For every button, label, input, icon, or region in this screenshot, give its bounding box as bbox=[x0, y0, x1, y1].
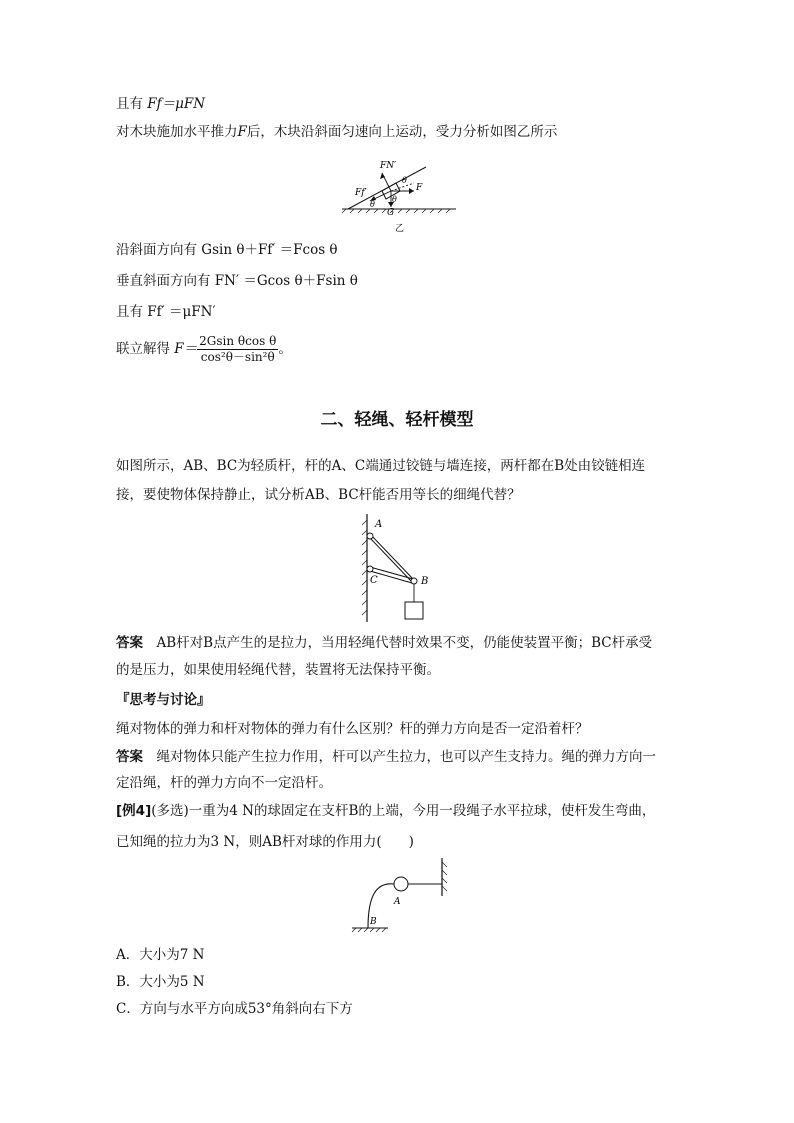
label-Ff: Ff′ bbox=[355, 188, 367, 198]
figure-caption: 乙 bbox=[395, 224, 405, 234]
label-theta-3: θ bbox=[392, 195, 397, 204]
equation-friction-2 bbox=[116, 302, 216, 322]
label-A: A bbox=[375, 519, 383, 530]
example-text: (多选)一重为4 N的球固定在支杆B的上端，今用一段绳子水平拉球，使杆发生弯曲， bbox=[151, 803, 656, 819]
text-prefix: 沿斜面方向有 bbox=[116, 242, 202, 258]
text-prefix: 且有 bbox=[116, 96, 148, 112]
equation-solution: 联立解得 F＝ $\frac{\text{2Gsin θcos θ}}{\text{cos²θ－sin²θ}}$ 。 bbox=[116, 334, 292, 364]
text-segment: 后，木块沿斜面匀速向上运动，受力分析如图乙所示 bbox=[246, 124, 558, 140]
label-B: B bbox=[370, 917, 377, 927]
bent-rod-diagram bbox=[344, 856, 454, 936]
answer-1-line-1 bbox=[116, 633, 652, 653]
option-c[interactable]: C．方向与水平方向成53°角斜向右下方 bbox=[116, 1001, 353, 1017]
answer-label: 答案 bbox=[116, 749, 143, 765]
formula-perpendicular: FN′ ＝Gcos θ＋Fsin θ bbox=[214, 273, 358, 289]
option-b[interactable]: B．大小为5 N bbox=[116, 974, 205, 990]
answer-1-line-2: 的是压力，如果使用轻绳代替，装置将无法保持平衡。 bbox=[116, 662, 440, 678]
formula-friction-2: Ff′ ＝μFN′ bbox=[147, 304, 216, 320]
label-FN: FN′ bbox=[380, 161, 397, 171]
equation-along-slope bbox=[116, 240, 338, 260]
think-question: 绳对物体的弹力和杆对物体的弹力有什么区别？杆的弹力方向是否一定沿着杆？ bbox=[116, 721, 589, 737]
think-title: 『思考与讨论』 bbox=[116, 692, 211, 708]
formula-friction: Ff＝μFN bbox=[147, 96, 206, 112]
option-a[interactable]: A．大小为7 N bbox=[116, 947, 205, 963]
label-C: C bbox=[370, 575, 378, 586]
label-theta-2: θ bbox=[402, 176, 407, 185]
fraction-denominator: cos²θ－sin²θ bbox=[200, 350, 275, 364]
section-heading: 二、轻绳、轻杆模型 bbox=[320, 410, 474, 430]
answer-label: 答案 bbox=[116, 635, 143, 651]
symbol-F: F bbox=[237, 124, 247, 140]
answer-2-line-2: 定沿绳，杆的弹力方向不一定沿杆。 bbox=[116, 775, 332, 791]
text-prefix: 且有 bbox=[116, 304, 148, 320]
answer-2-line-1 bbox=[116, 747, 656, 767]
intro-line-1: 如图所示，AB、BC为轻质杆，杆的A、C端通过铰链与墙连接，两杆都在B处由铰链相连 bbox=[116, 458, 646, 474]
text-prefix: 联立解得 bbox=[116, 341, 170, 357]
incline-force-diagram bbox=[330, 155, 460, 237]
label-F: F bbox=[416, 183, 423, 193]
wall-rods-diagram bbox=[355, 512, 435, 624]
example-label: [例4] bbox=[116, 803, 152, 819]
fraction-numerator: 2Gsin θcos θ bbox=[199, 334, 277, 348]
equation-perpendicular bbox=[116, 271, 358, 291]
answer-text: AB杆对B点产生的是拉力，当用轻绳代替时效果不变，仍能使装置平衡；BC杆承受 bbox=[156, 635, 653, 651]
text-segment: 对木块施加水平推力 bbox=[116, 124, 238, 140]
example-line-1 bbox=[116, 801, 655, 821]
answer-text: 绳对物体只能产生拉力作用，杆可以产生拉力，也可以产生支持力。绳的弹力方向一 bbox=[156, 749, 656, 765]
example-line-2: 已知绳的拉力为3 N，则AB杆对球的作用力( ) bbox=[116, 834, 414, 850]
label-G: G bbox=[387, 208, 395, 218]
label-A: A bbox=[394, 897, 401, 907]
label-B: B bbox=[421, 576, 429, 587]
text-prefix: 垂直斜面方向有 bbox=[116, 273, 215, 289]
text-end: 。 bbox=[278, 341, 292, 357]
equation-friction bbox=[116, 94, 205, 114]
text-push-description bbox=[116, 122, 557, 142]
intro-line-2: 接，要使物体保持静止，试分析AB、BC杆能否用等长的细绳代替？ bbox=[116, 487, 521, 503]
formula-along-slope: Gsin θ＋Ff′ ＝Fcos θ bbox=[201, 242, 338, 258]
label-theta: θ bbox=[370, 200, 375, 209]
fraction bbox=[197, 334, 278, 365]
